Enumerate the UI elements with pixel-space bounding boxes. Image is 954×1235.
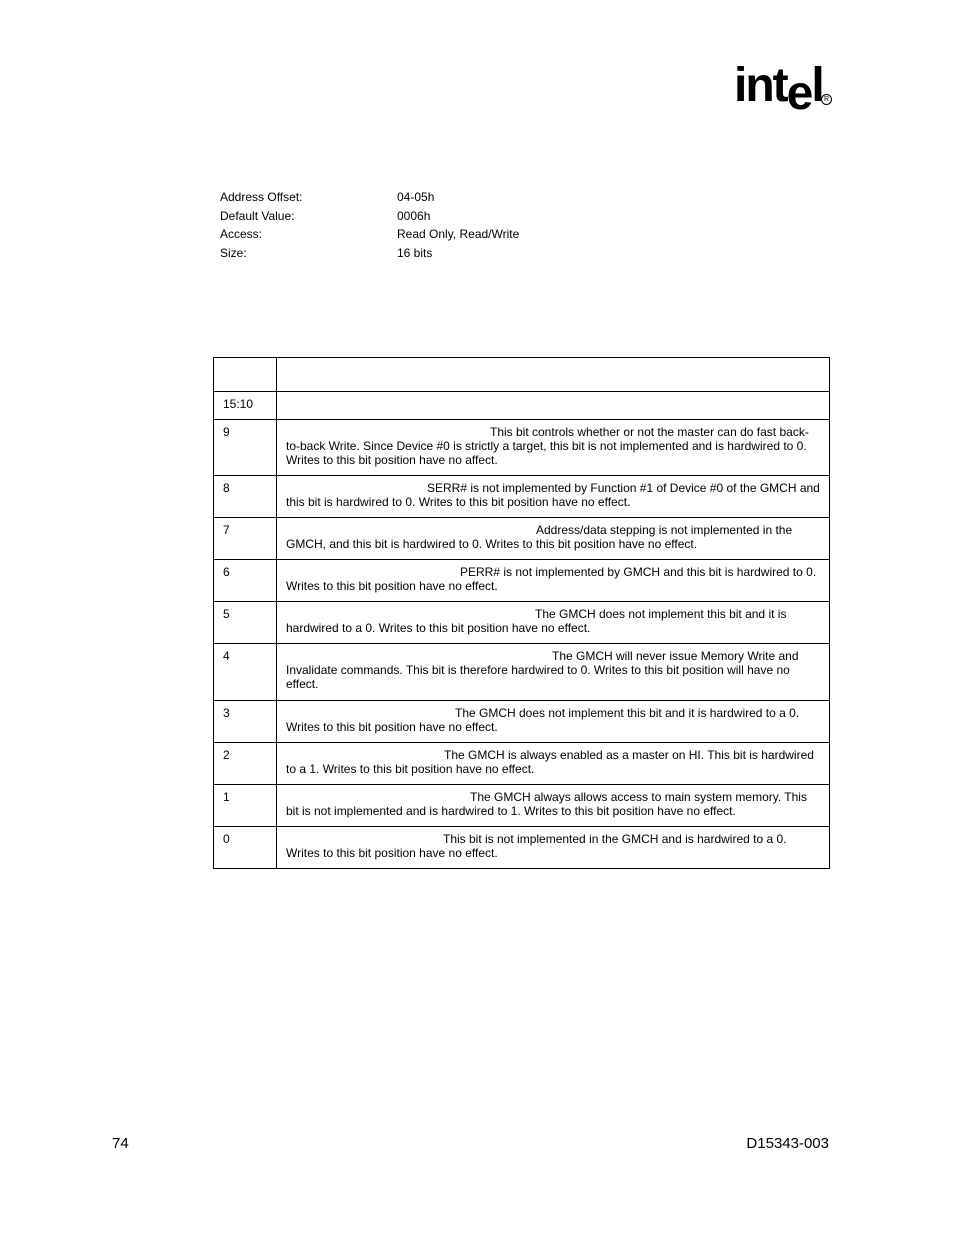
registered-mark-icon: R (821, 94, 832, 105)
table-row (214, 518, 830, 560)
attribute-value: 16 bits (397, 246, 433, 261)
logo-int: int (734, 59, 787, 112)
header-bit-cell (214, 358, 277, 392)
table-row (214, 644, 830, 701)
table-row (214, 476, 830, 518)
bit-cell: 2 (214, 743, 277, 785)
logo-e: e (786, 67, 812, 120)
description-cell: SERR# is not implemented by Function #1 of Device #0 of the GMCH and this bit is hardwired to 0. Writes to this bit position have no effect. (277, 476, 830, 518)
document-id: D15343-003 (746, 1135, 829, 1152)
description-cell: This bit controls whether or not the master can do fast back-to-back Write. Since Device #0 is strictly a target, this bit is not implemented and is hardwired to 0. Writes to this bit position have no affect. (277, 420, 830, 476)
register-attribute-row (220, 208, 519, 227)
description-cell: The GMCH does not implement this bit and it is hardwired to a 0. Writes to this bit position have no effect. (277, 602, 830, 644)
table-row (214, 743, 830, 785)
description-cell: PERR# is not implemented by GMCH and this bit is hardwired to 0. Writes to this bit position have no effect. (277, 560, 830, 602)
intel-logo (734, 59, 834, 120)
bit-cell: 6 (214, 560, 277, 602)
bit-cell: 9 (214, 420, 277, 476)
table-row (214, 701, 830, 743)
logo-l: l (811, 59, 823, 112)
bit-cell: 3 (214, 701, 277, 743)
description-cell: The GMCH is always enabled as a master on HI. This bit is hardwired to a 1. Writes to this bit position have no effect. (277, 743, 830, 785)
description-cell: The GMCH always allows access to main system memory. This bit is not implemented and is hardwired to 1. Writes to this bit position have no effect. (277, 785, 830, 827)
attribute-label: Size: (220, 246, 247, 261)
header-desc-cell (277, 358, 830, 392)
description-cell (277, 392, 830, 420)
register-bit-table (213, 357, 830, 869)
attribute-value: 04-05h (397, 190, 435, 204)
table-header-row (214, 358, 830, 392)
register-attribute-row (220, 245, 519, 264)
bit-cell: 7 (214, 518, 277, 560)
table-row (214, 827, 830, 869)
attribute-label: Access: (220, 227, 263, 242)
bit-cell: 8 (214, 476, 277, 518)
register-attribute-row (220, 189, 519, 208)
attribute-value: 0006h (397, 208, 431, 223)
attribute-value: Read Only, Read/Write (397, 227, 520, 242)
register-attributes (220, 189, 519, 264)
bit-cell: 5 (214, 602, 277, 644)
table-row (214, 420, 830, 476)
bit-cell: 0 (214, 827, 277, 869)
bit-cell: 15:10 (214, 392, 277, 420)
page-number: 74 (112, 1135, 129, 1152)
description-cell: This bit is not implemented in the GMCH and is hardwired to a 0. Writes to this bit position have no effect. (277, 827, 830, 869)
intel-logo-text (734, 59, 823, 120)
bit-cell: 1 (214, 785, 277, 827)
attribute-label: Default Value: (220, 208, 295, 223)
table-row (214, 392, 830, 420)
bit-cell: 4 (214, 644, 277, 701)
description-cell: Address/data stepping is not implemented in the GMCH, and this bit is hardwired to 0. Writes to this bit position have no effect. (277, 518, 830, 560)
table-row (214, 602, 830, 644)
description-cell: The GMCH will never issue Memory Write and Invalidate commands. This bit is therefore hardwired to 0. Writes to this bit position will have no effect. (277, 644, 830, 701)
attribute-label: Address Offset: (220, 190, 303, 204)
description-cell: The GMCH does not implement this bit and it is hardwired to a 0. Writes to this bit position have no effect. (277, 701, 830, 743)
table-row (214, 785, 830, 827)
register-attribute-row (220, 226, 519, 245)
table-row (214, 560, 830, 602)
